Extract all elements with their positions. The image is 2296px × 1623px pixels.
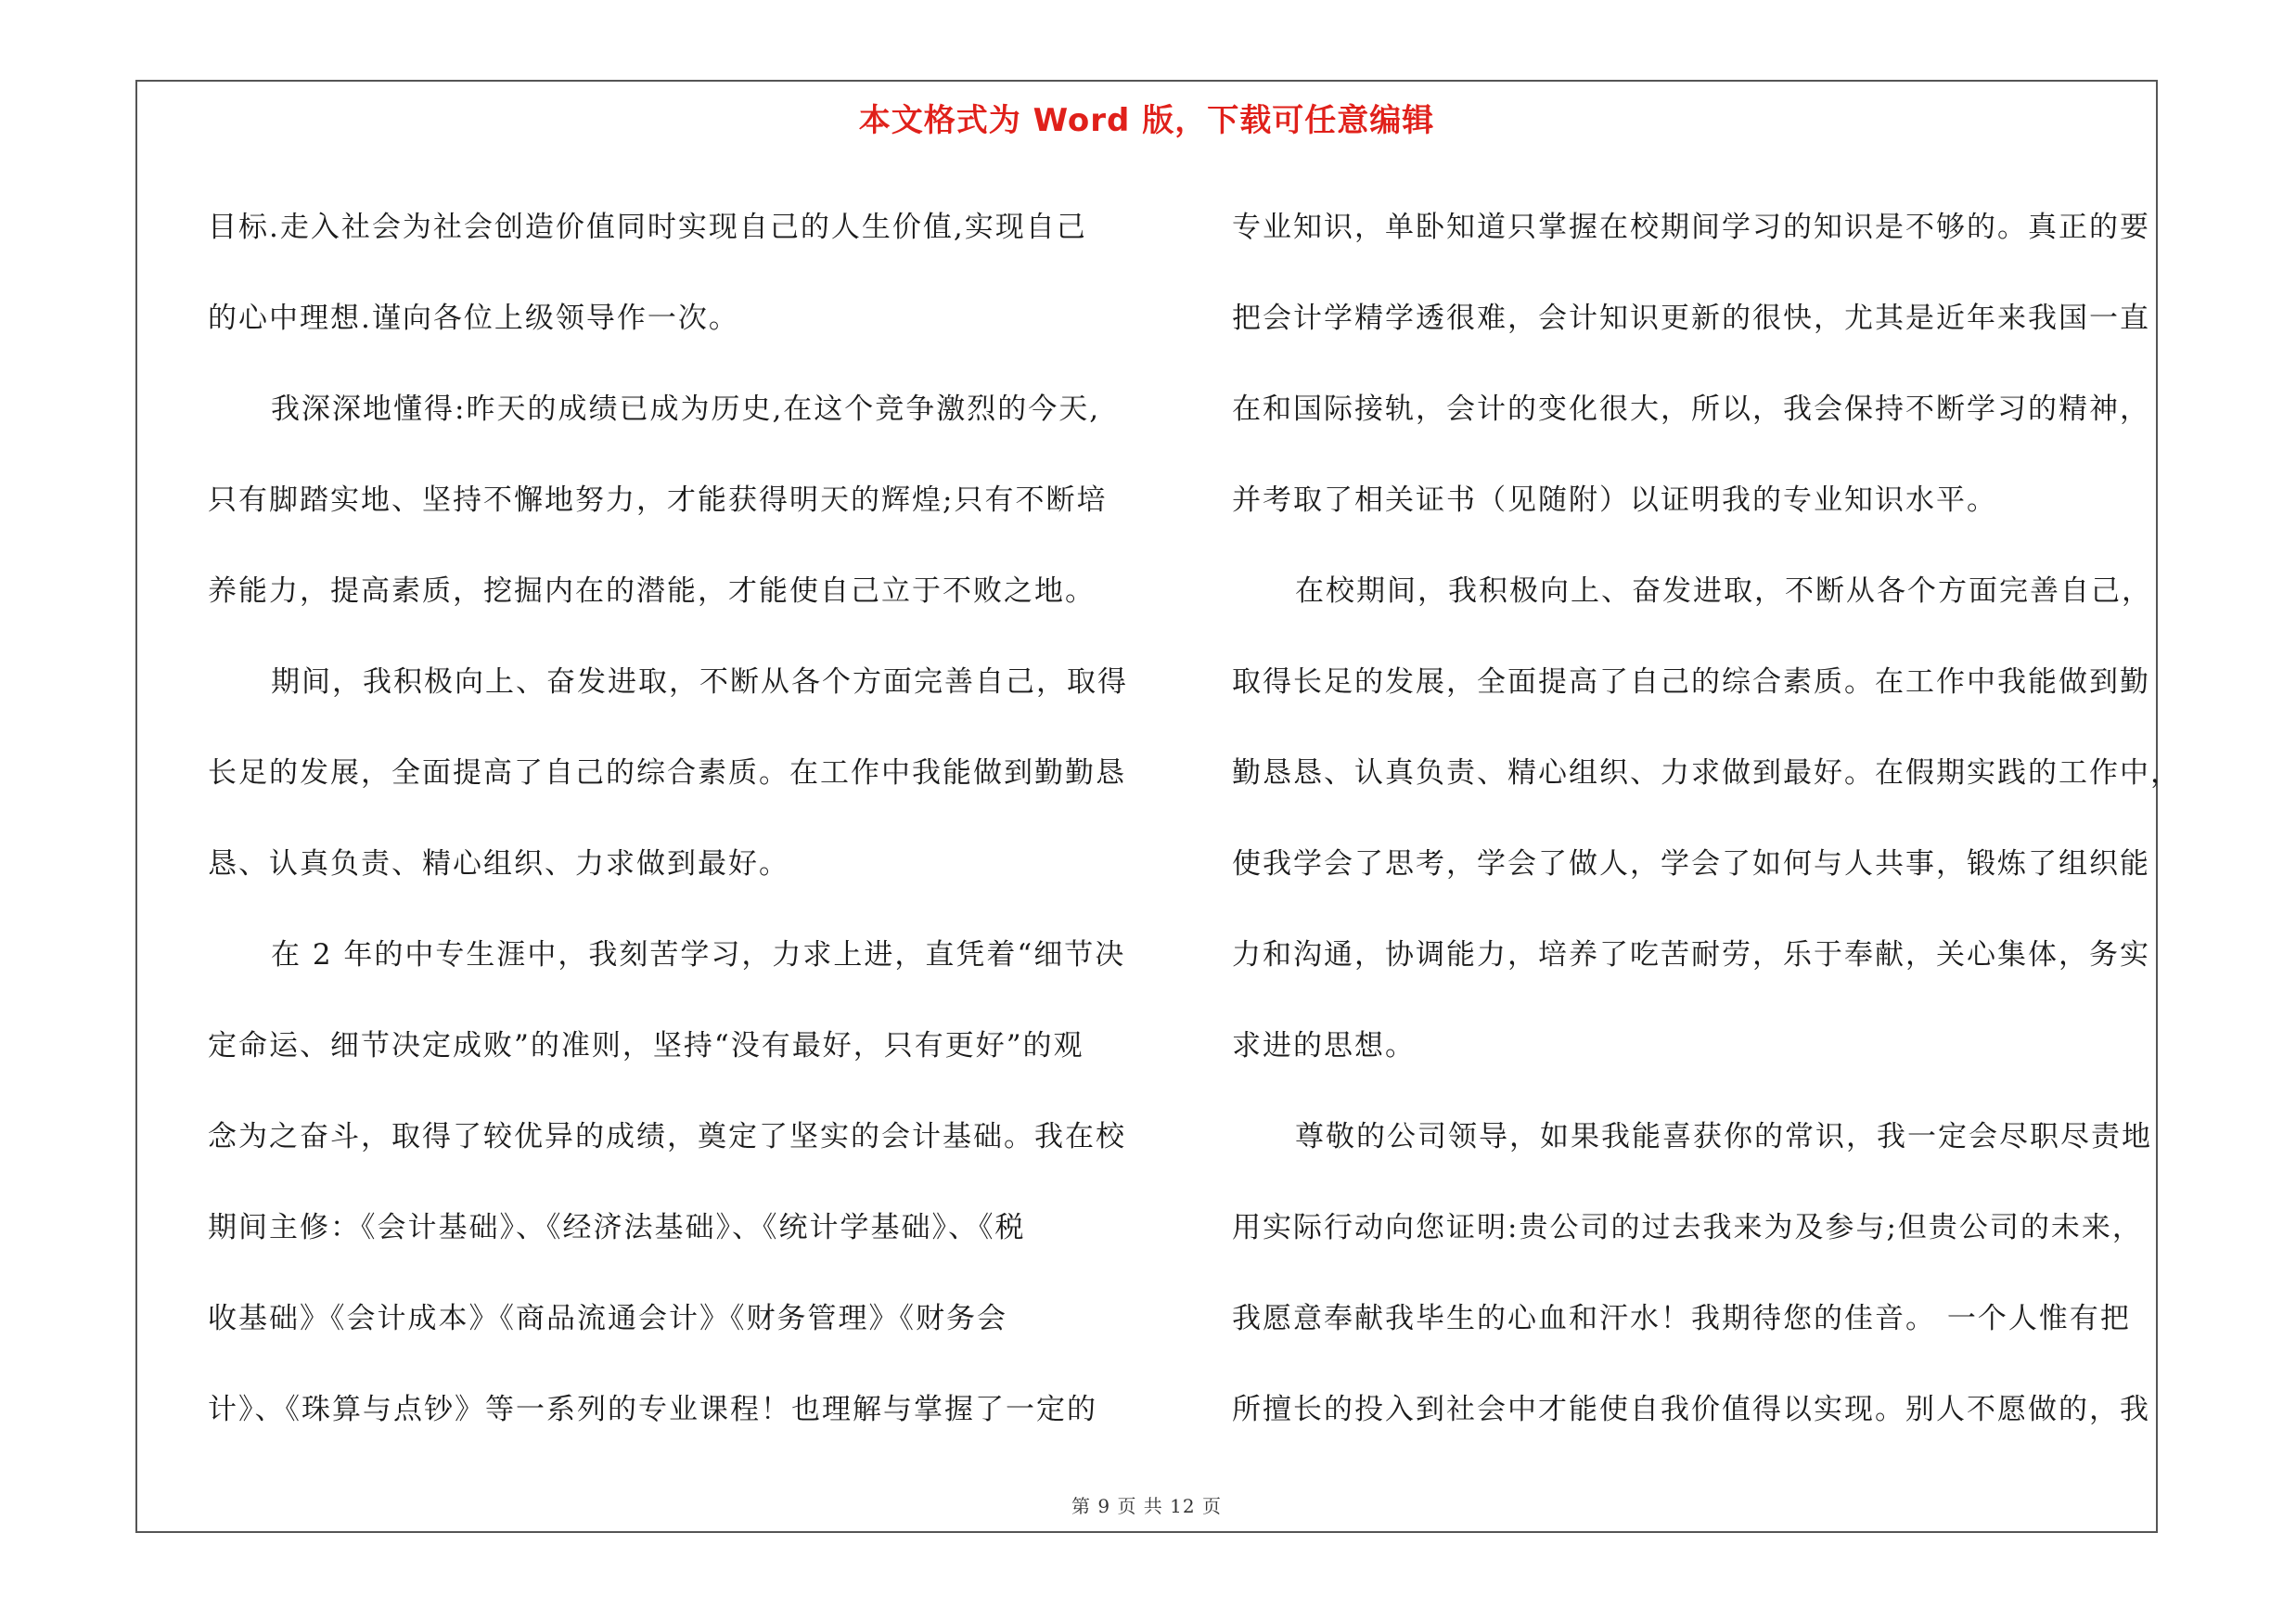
- page-frame: [135, 80, 2181, 1533]
- text-line: 专业知识，单卧知道只掌握在校期间学习的知识是不够的。真正的要: [1232, 211, 2150, 244]
- page-number-footer: 第 9 页 共 12 页: [1071, 1495, 1222, 1517]
- text-line: 的心中理想.谨向各位上级领导作一次。: [208, 302, 739, 335]
- text-line: 计》、《珠算与点钞》等一系列的专业课程！也理解与掌握了一定的: [208, 1393, 1097, 1426]
- text-line: 期间主修：《会计基础》、《经济法基础》、《统计学基础》、《税: [208, 1211, 1026, 1244]
- text-line: 恳、认真负责、精心组织、力求做到最好。: [208, 847, 789, 881]
- text-line: 在 2 年的中专生涯中，我刻苦学习，力求上进，直凭着“细节决: [271, 938, 1126, 972]
- text-line: 在校期间，我积极向上、奋发进取，不断从各个方面完善自己，: [1295, 574, 2152, 608]
- text-line: 我深深地懂得:昨天的成绩已成为历史,在这个竞争激烈的今天,: [271, 393, 1101, 426]
- text-line: 我愿意奉献我毕生的心血和汗水！我期待您的佳音。 一个人惟有把: [1232, 1302, 2131, 1335]
- text-line: 定命运、细节决定成败”的准则，坚持“没有最好，只有更好”的观: [208, 1029, 1084, 1063]
- text-line: 收基础》《会计成本》《商品流通会计》《财务管理》《财务会: [208, 1302, 1007, 1335]
- page-header: 本文格式为 Word 版，下载可任意编辑: [858, 102, 1435, 139]
- text-line: 念为之奋斗，取得了较优异的成绩，奠定了坚实的会计基础。我在校: [208, 1120, 1126, 1153]
- text-line: 目标.走入社会为社会创造价值同时实现自己的人生价值,实现自己: [208, 211, 1087, 244]
- text-line: 养能力，提高素质，挖掘内在的潜能，才能使自己立于不败之地。: [208, 574, 1096, 608]
- text-line: 只有脚踏实地、坚持不懈地努力，才能获得明天的辉煌;只有不断培: [208, 483, 1108, 517]
- text-line: 并考取了相关证书（见随附）以证明我的专业知识水平。: [1232, 483, 1997, 517]
- left-column: [208, 182, 1135, 1455]
- text-line: 使我学会了思考，学会了做人，学会了如何与人共事，锻炼了组织能: [1232, 847, 2150, 881]
- text-line: 求进的思想。: [1232, 1029, 1416, 1063]
- text-line: 所擅长的投入到社会中才能使自我价值得以实现。别人不愿做的，我: [1232, 1393, 2150, 1426]
- text-line: 取得长足的发展，全面提高了自己的综合素质。在工作中我能做到勤: [1232, 665, 2150, 699]
- text-line: 尊敬的公司领导，如果我能喜获你的常识，我一定会尽职尽责地: [1295, 1120, 2152, 1153]
- text-line: 长足的发展，全面提高了自己的综合素质。在工作中我能做到勤勤恳: [208, 756, 1126, 790]
- text-line: 期间，我积极向上、奋发进取，不断从各个方面完善自己，取得: [271, 665, 1128, 699]
- text-line: 勤恳恳、认真负责、精心组织、力求做到最好。在假期实践的工作中，: [1232, 756, 2181, 790]
- text-line: 力和沟通，协调能力，培养了吃苦耐劳，乐于奉献，关心集体，务实: [1232, 938, 2150, 972]
- text-line: 用实际行动向您证明:贵公司的过去我来为及参与;但贵公司的未来，: [1232, 1211, 2143, 1244]
- text-line: 在和国际接轨，会计的变化很大，所以，我会保持不断学习的精神，: [1232, 393, 2150, 426]
- text-line: 把会计学精学透很难，会计知识更新的很快，尤其是近年来我国一直: [1232, 302, 2150, 335]
- right-column: [1232, 182, 2181, 1455]
